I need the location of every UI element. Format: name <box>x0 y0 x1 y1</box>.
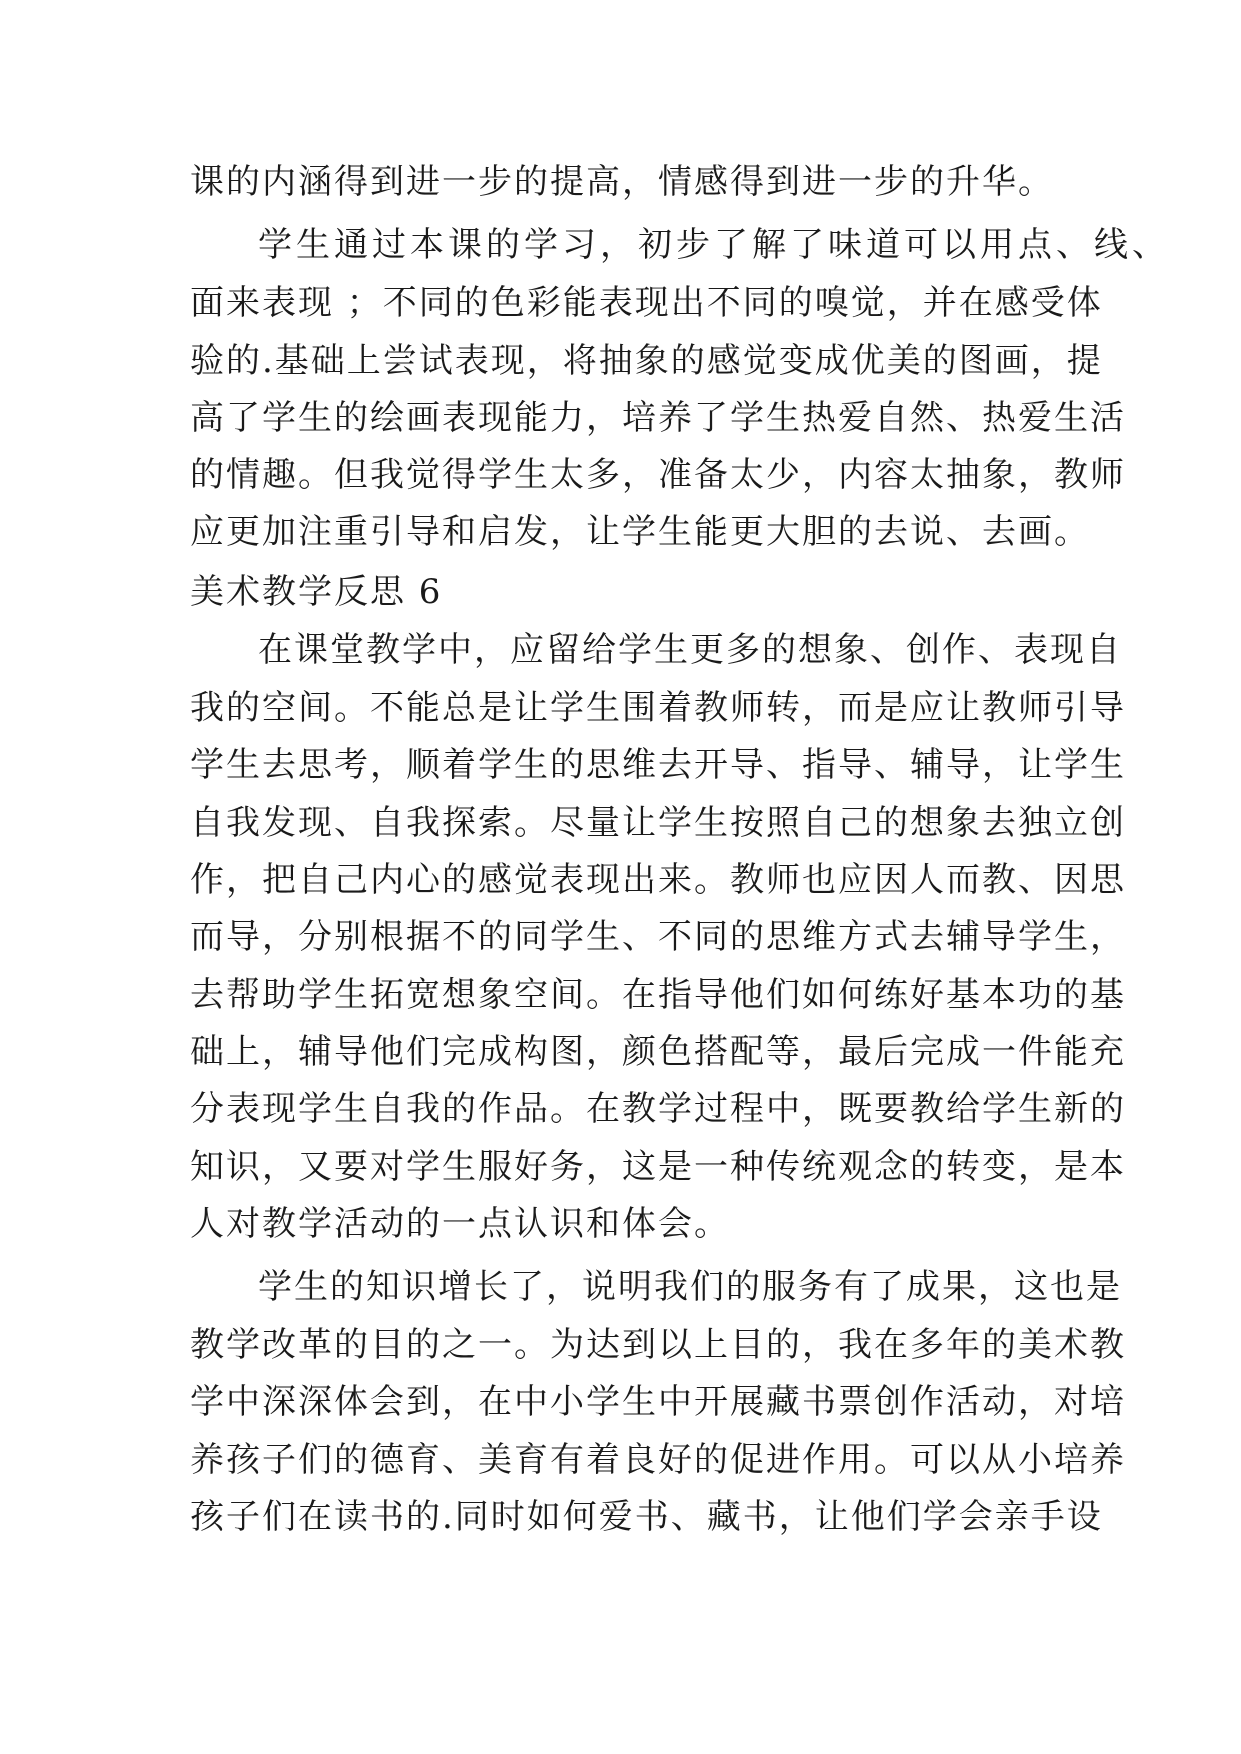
text-line: 课的内涵得到进一步的提高，情感得到进一步的升华。 <box>190 162 1054 202</box>
text-line: 我的空间。不能总是让学生围着教师转，而是应让教师引导 <box>190 688 1126 728</box>
text-line: 验的.基础上尝试表现，将抽象的感觉变成优美的图画，提 <box>190 341 1103 381</box>
text-line: 人对教学活动的一点认识和体会。 <box>190 1204 730 1244</box>
paragraph-first-line: 在课堂教学中，应留给学生更多的想象、创作、表现自 <box>258 630 1122 670</box>
text-line: 知识，又要对学生服好务，这是一种传统观念的转变，是本 <box>190 1147 1126 1187</box>
text-line: 应更加注重引导和启发，让学生能更大胆的去说、去画。 <box>190 512 1090 552</box>
text-line: 础上，辅导他们完成构图，颜色搭配等，最后完成一件能充 <box>190 1032 1126 1072</box>
text-line: 去帮助学生拓宽想象空间。在指导他们如何练好基本功的基 <box>190 975 1126 1015</box>
text-line: 自我发现、自我探索。尽量让学生按照自己的想象去独立创 <box>190 803 1126 843</box>
text-line: 分表现学生自我的作品。在教学过程中，既要教给学生新的 <box>190 1089 1126 1129</box>
text-line: 教学改革的目的之一。为达到以上目的，我在多年的美术教 <box>190 1325 1126 1365</box>
text-line: 养孩子们的德育、美育有着良好的促进作用。可以从小培养 <box>190 1440 1126 1480</box>
text-line: 作，把自己内心的感觉表现出来。教师也应因人而教、因思 <box>190 860 1126 900</box>
text-line: 学生去思考，顺着学生的思维去开导、指导、辅导，让学生 <box>190 745 1126 785</box>
text-line: 面来表现 ；不同的色彩能表现出不同的嗅觉，并在感受体 <box>190 283 1103 323</box>
text-line: 而导，分别根据不的同学生、不同的思维方式去辅导学生， <box>190 917 1126 957</box>
section-heading: 美术教学反思 6 <box>190 572 443 612</box>
text-line: 学中深深体会到，在中小学生中开展藏书票创作活动，对培 <box>190 1382 1126 1422</box>
paragraph-first-line: 学生的知识增长了，说明我们的服务有了成果，这也是 <box>258 1267 1122 1307</box>
text-line: 孩子们在读书的.同时如何爱书、藏书，让他们学会亲手设 <box>190 1497 1103 1537</box>
text-line: 高了学生的绘画表现能力，培养了学生热爱自然、热爱生活 <box>190 398 1126 438</box>
text-line: 的情趣。但我觉得学生太多，准备太少，内容太抽象，教师 <box>190 455 1126 495</box>
paragraph-first-line: 学生通过本课的学习，初步了解了味道可以用点、线、 <box>258 225 1170 265</box>
